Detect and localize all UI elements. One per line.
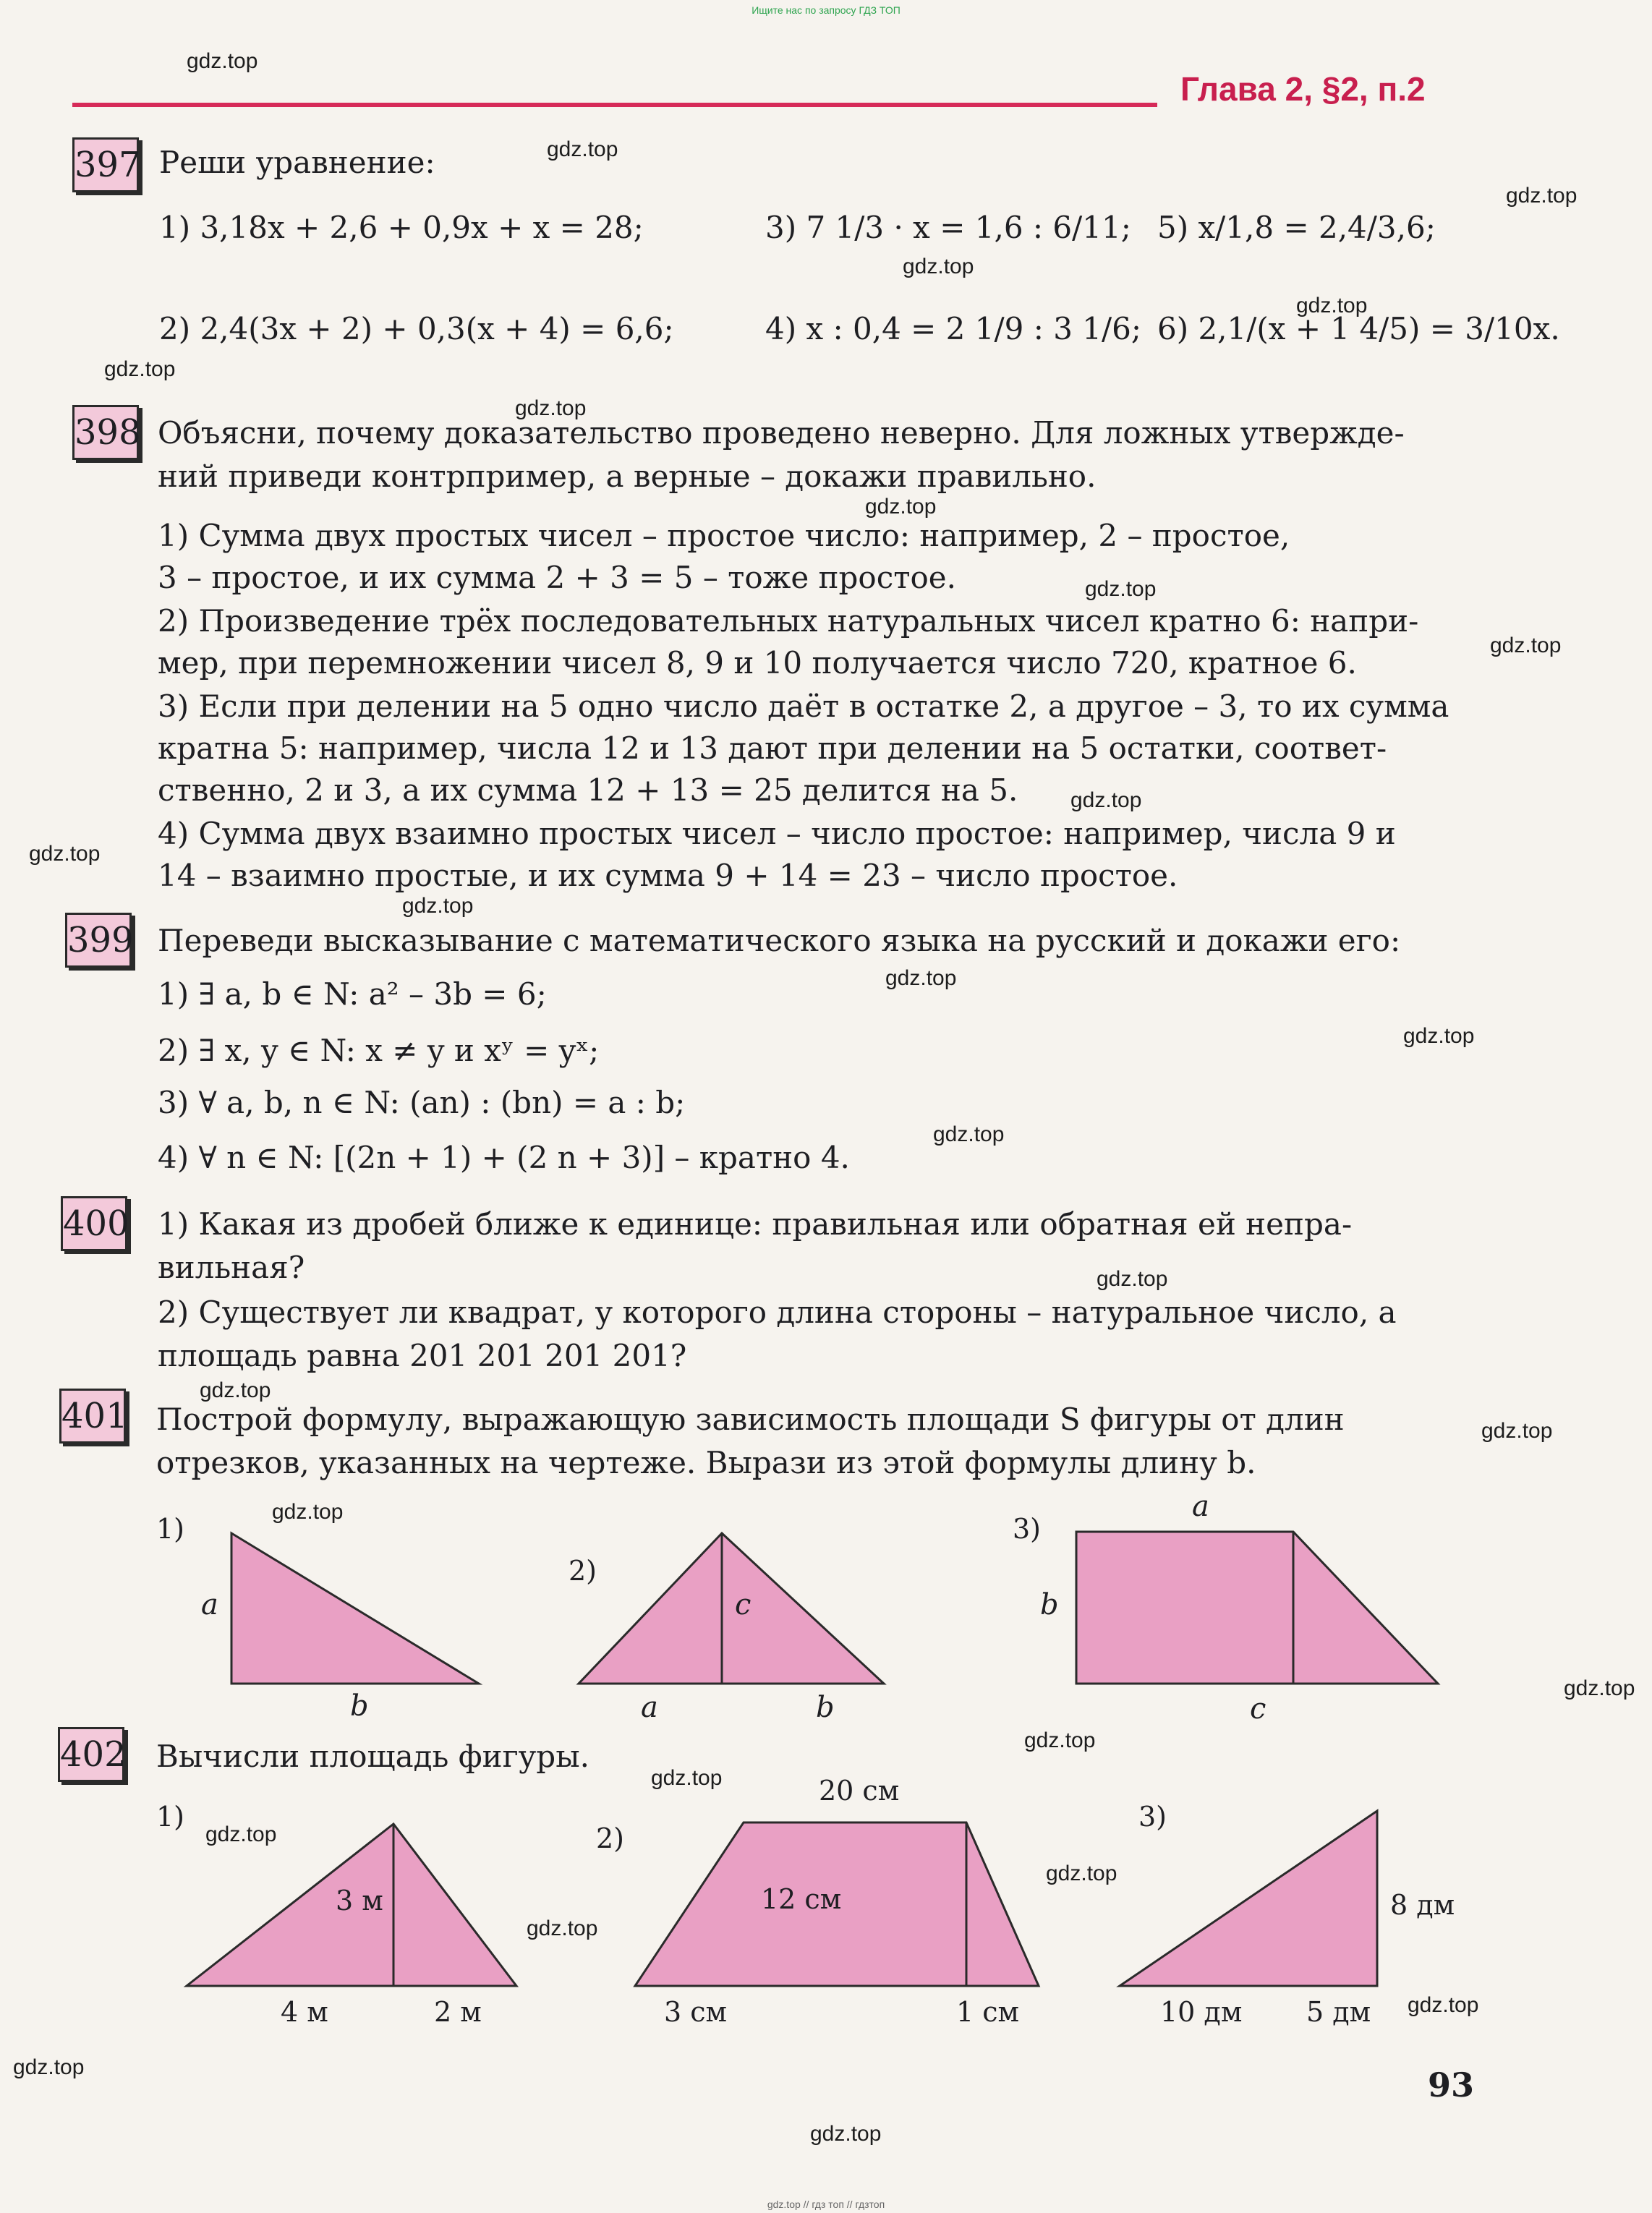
watermark: gdz.top bbox=[810, 2122, 882, 2146]
chapter-title: Глава 2, §2, п.2 bbox=[1180, 70, 1426, 108]
p401-fig3-b: b bbox=[1040, 1588, 1059, 1621]
p401-fig3-a: a bbox=[1192, 1490, 1209, 1523]
p401-line-1: отрезков, указанных на чертеже. Вырази из этой формулы длину b. bbox=[156, 1445, 1256, 1480]
p401-fig3-label: 3) bbox=[1013, 1513, 1042, 1545]
p402-fig3-right: 5 дм bbox=[1306, 1996, 1371, 2028]
watermark: gdz.top bbox=[1403, 1024, 1475, 1048]
p402-fig1-left: 4 м bbox=[281, 1996, 328, 2028]
p397-eq5: 5) x/1,8 = 2,4/3,6; bbox=[1157, 210, 1436, 245]
p401-fig1-a: a bbox=[201, 1588, 218, 1621]
p397-eq1: 1) 3,18x + 2,6 + 0,9x + x = 28; bbox=[159, 210, 644, 245]
p397-eq2: 2) 2,4(3x + 2) + 0,3(x + 4) = 6,6; bbox=[159, 311, 674, 346]
p398-line-8: ственно, 2 и 3, а их сумма 12 + 13 = 25 делится на 5. bbox=[158, 772, 1018, 808]
p397-eq4: 4) x : 0,4 = 2 1/9 : 3 1/6; bbox=[765, 311, 1142, 346]
p397-eq6: 6) 2,1/(x + 1 4/5) = 3/10x. bbox=[1157, 311, 1560, 346]
watermark: gdz.top bbox=[1046, 1862, 1117, 1885]
watermark: gdz.top bbox=[1506, 184, 1578, 208]
watermark: gdz.top bbox=[1296, 294, 1368, 317]
p397-eq3: 3) 7 1/3 · x = 1,6 : 6/11; bbox=[765, 210, 1131, 245]
page-number: 93 bbox=[1428, 2065, 1475, 2105]
p398-line-9: 4) Сумма двух взаимно простых чисел – число простое: например, числа 9 и bbox=[158, 816, 1396, 851]
watermark: gdz.top bbox=[933, 1122, 1005, 1146]
watermark: gdz.top bbox=[1070, 788, 1142, 812]
problem-number-399: 399 bbox=[65, 913, 132, 968]
bottom-note: gdz.top // гдз топ // гдзтоп bbox=[767, 2199, 885, 2210]
watermark: gdz.top bbox=[865, 495, 937, 519]
p401-fig2-label: 2) bbox=[569, 1555, 597, 1587]
p400-line-3: площадь равна 201 201 201 201? bbox=[158, 1338, 687, 1373]
p398-line-0: Объясни, почему доказательство проведено неверно. Для ложных утвержде- bbox=[158, 415, 1405, 451]
p398-line-5: мер, при перемножении чисел 8, 9 и 10 получается число 720, кратное 6. bbox=[158, 645, 1357, 681]
watermark: gdz.top bbox=[205, 1822, 277, 1846]
watermark: gdz.top bbox=[1408, 1993, 1479, 2017]
p401-fig3-c: c bbox=[1250, 1692, 1266, 1726]
p398-line-7: кратна 5: например, числа 12 и 13 дают при делении на 5 остатки, соответ- bbox=[158, 730, 1387, 766]
p401-fig2-c: c bbox=[735, 1588, 752, 1621]
p402-fig1-label: 1) bbox=[156, 1801, 185, 1833]
p402-fig2-height: 12 см bbox=[761, 1883, 842, 1915]
p398-line-1: ний приведи контрпример, а верные – докажи правильно. bbox=[158, 459, 1097, 494]
p401-fig1-triangle bbox=[231, 1533, 479, 1684]
p398-line-4: 2) Произведение трёх последовательных натуральных чисел кратно 6: напри- bbox=[158, 603, 1419, 639]
p401-line-0: Построй формулу, выражающую зависимость площади S фигуры от длин bbox=[156, 1402, 1345, 1437]
watermark: gdz.top bbox=[515, 396, 587, 420]
watermark: gdz.top bbox=[1490, 634, 1562, 657]
watermark: gdz.top bbox=[187, 49, 258, 73]
problem-number-397: 397 bbox=[72, 137, 139, 192]
p402-fig1-right: 2 м bbox=[434, 1996, 482, 2028]
p402-fig2-right: 1 см bbox=[956, 1996, 1020, 2028]
p402-fig2-top: 20 см bbox=[819, 1775, 900, 1807]
problem-number-402: 402 bbox=[58, 1727, 124, 1782]
p398-line-3: 3 – простое, и их сумма 2 + 3 = 5 – тоже простое. bbox=[158, 560, 956, 595]
problem-number-401: 401 bbox=[59, 1389, 126, 1444]
watermark: gdz.top bbox=[104, 357, 176, 381]
watermark: gdz.top bbox=[547, 137, 618, 161]
p400-line-2: 2) Существует ли квадрат, у которого длина стороны – натуральное число, а bbox=[158, 1295, 1397, 1330]
watermark: gdz.top bbox=[1481, 1419, 1553, 1443]
watermark: gdz.top bbox=[885, 966, 957, 990]
watermark: gdz.top bbox=[1564, 1676, 1635, 1700]
watermark: gdz.top bbox=[402, 894, 474, 918]
watermark: gdz.top bbox=[903, 255, 974, 278]
watermark: gdz.top bbox=[1097, 1267, 1168, 1291]
p399-line-3: 3) ∀ a, b, n ∈ N: (an) : (bn) = a : b; bbox=[158, 1085, 686, 1120]
watermark: gdz.top bbox=[200, 1378, 271, 1402]
watermark: gdz.top bbox=[1024, 1728, 1096, 1752]
watermark: gdz.top bbox=[527, 1916, 598, 1940]
p398-line-10: 14 – взаимно простые, и их сумма 9 + 14 = 23 – число простое. bbox=[158, 858, 1178, 893]
p401-fig1-label: 1) bbox=[156, 1513, 185, 1545]
p402-fig3-left: 10 дм bbox=[1160, 1996, 1243, 2028]
p401-fig2-triangle bbox=[579, 1533, 884, 1684]
p402-fig3-height: 8 дм bbox=[1390, 1889, 1455, 1921]
p402-title: Вычисли площадь фигуры. bbox=[156, 1739, 589, 1774]
p401-fig3-trapezoid bbox=[1076, 1532, 1438, 1684]
p399-line-2: 2) ∃ x, y ∈ N: x ≠ y и xʸ = yˣ; bbox=[158, 1033, 600, 1068]
p401-fig1-b: b bbox=[350, 1689, 369, 1723]
p401-fig2-a: a bbox=[641, 1691, 658, 1724]
watermark: gdz.top bbox=[1085, 577, 1157, 601]
p402-fig2-label: 2) bbox=[596, 1822, 625, 1854]
watermark: gdz.top bbox=[272, 1500, 344, 1524]
p401-fig2-b: b bbox=[816, 1691, 835, 1724]
p400-line-1: вильная? bbox=[158, 1250, 305, 1285]
watermark: gdz.top bbox=[651, 1766, 723, 1790]
p402-fig3-triangle bbox=[1120, 1811, 1377, 1986]
p402-fig1-height: 3 м bbox=[336, 1885, 383, 1916]
p398-line-6: 3) Если при делении на 5 одно число даёт в остатке 2, а другое – 3, то их сумма bbox=[158, 688, 1449, 724]
p399-line-4: 4) ∀ n ∈ N: [(2n + 1) + (2 n + 3)] – кратно 4. bbox=[158, 1140, 850, 1175]
top-note: Ищите нас по запросу ГДЗ ТОП bbox=[752, 4, 900, 16]
p400-line-0: 1) Какая из дробей ближе к единице: правильная или обратная ей непра- bbox=[158, 1206, 1353, 1242]
watermark: gdz.top bbox=[29, 842, 101, 866]
p399-line-1: 1) ∃ a, b ∈ N: a² – 3b = 6; bbox=[158, 976, 547, 1012]
watermark: gdz.top bbox=[13, 2055, 85, 2079]
p398-line-2: 1) Сумма двух простых чисел – простое число: например, 2 – простое, bbox=[158, 518, 1290, 553]
p399-line-0: Переведи высказывание с математического языка на русский и докажи его: bbox=[158, 923, 1401, 958]
p402-fig2-left: 3 см bbox=[664, 1996, 728, 2028]
p397-title: Реши уравнение: bbox=[159, 145, 435, 180]
problem-number-398: 398 bbox=[72, 405, 139, 460]
p402-fig3-label: 3) bbox=[1138, 1801, 1167, 1833]
problem-number-400: 400 bbox=[61, 1196, 127, 1251]
